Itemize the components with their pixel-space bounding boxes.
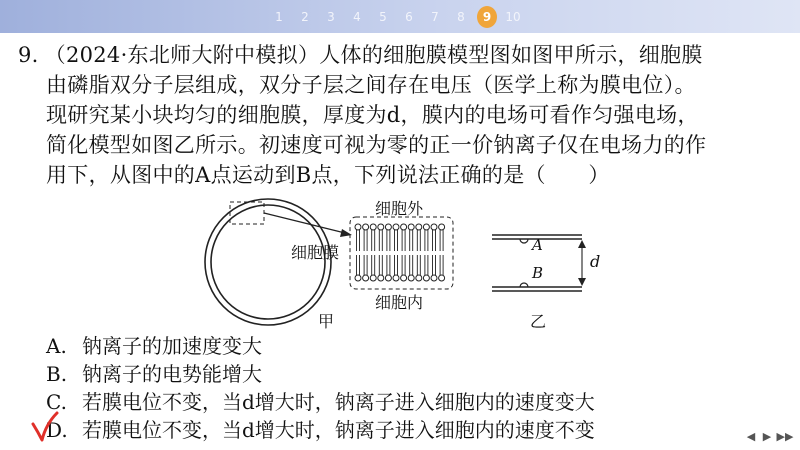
lipid-tail-lower xyxy=(433,255,436,275)
option-a-letter: A. xyxy=(46,334,67,358)
lipid-head-upper xyxy=(408,224,414,230)
question-line-3: 现研究某小块均匀的细胞膜，厚度为d，膜内的电场可看作匀强电场， xyxy=(46,103,699,127)
prev-slide-icon[interactable]: ◀ xyxy=(746,430,756,443)
zoom-arrow-line xyxy=(264,213,345,233)
lipid-tail-lower xyxy=(372,255,375,275)
label-thickness-d: d xyxy=(590,252,601,271)
lipid-tail-lower xyxy=(417,255,420,275)
lipid-head-lower xyxy=(401,275,407,281)
lipid-tail-upper xyxy=(417,230,420,251)
lipid-tail-lower xyxy=(402,255,405,275)
lipid-tail-upper xyxy=(433,230,436,251)
question-number: 9. xyxy=(18,43,39,67)
membrane-enlarged-box xyxy=(350,217,453,289)
lipid-head-lower xyxy=(431,275,437,281)
phospholipid-bilayer xyxy=(355,224,445,281)
option-a-text: 钠离子的加速度变大 xyxy=(82,334,262,358)
option-d[interactable] xyxy=(46,415,595,445)
option-b[interactable] xyxy=(46,359,262,389)
lipid-tail-upper xyxy=(387,230,390,251)
option-a[interactable] xyxy=(46,331,262,361)
option-c[interactable] xyxy=(46,387,595,417)
lipid-head-lower xyxy=(363,275,369,281)
lipid-tail-upper xyxy=(402,230,405,251)
lipid-tail-upper xyxy=(357,230,360,251)
page-2-button[interactable]: 2 xyxy=(301,10,309,24)
lipid-head-lower xyxy=(370,275,376,281)
lipid-tail-upper xyxy=(395,230,398,251)
lipid-tail-upper xyxy=(425,230,428,251)
next-slide-icon[interactable]: ▶▶ xyxy=(776,430,794,443)
label-point-b: B xyxy=(532,264,544,282)
lipid-tail-upper xyxy=(440,230,443,251)
page-3-button[interactable]: 3 xyxy=(327,10,335,24)
lipid-head-lower xyxy=(439,275,445,281)
lipid-tail-upper xyxy=(372,230,375,251)
page-1-button[interactable]: 1 xyxy=(275,10,283,24)
lipid-head-lower xyxy=(393,275,399,281)
option-c-letter: C. xyxy=(46,390,67,414)
lipid-head-upper xyxy=(423,224,429,230)
lipid-tail-lower xyxy=(425,255,428,275)
question-line-4: 简化模型如图乙所示。初速度可视为零的正一价钠离子仅在电场力的作 xyxy=(46,133,707,157)
label-inside-cell: 细胞内 xyxy=(375,293,424,312)
lipid-head-lower xyxy=(423,275,429,281)
lipid-head-upper xyxy=(370,224,376,230)
label-outside-cell: 细胞外 xyxy=(375,199,424,218)
lipid-head-upper xyxy=(439,224,445,230)
lipid-head-upper xyxy=(431,224,437,230)
caption-yi: 乙 xyxy=(530,312,547,331)
slide-playback-controls xyxy=(744,430,794,444)
play-icon[interactable]: ▶ xyxy=(762,430,772,443)
lipid-tail-lower xyxy=(395,255,398,275)
thickness-arrow-up xyxy=(578,240,586,248)
caption-jia: 甲 xyxy=(318,312,335,331)
option-c-text: 若膜电位不变，当d增大时，钠离子进入细胞内的速度变大 xyxy=(82,390,595,414)
lipid-head-upper xyxy=(355,224,361,230)
lipid-tail-lower xyxy=(387,255,390,275)
lipid-tail-lower xyxy=(364,255,367,275)
page-4-button[interactable]: 4 xyxy=(353,10,361,24)
lipid-tail-upper xyxy=(364,230,367,251)
thickness-arrow-down xyxy=(578,278,586,286)
lipid-tail-lower xyxy=(379,255,382,275)
lipid-tail-lower xyxy=(357,255,360,275)
label-point-a: A xyxy=(532,236,543,254)
option-d-letter: D. xyxy=(46,418,68,442)
option-d-text: 若膜电位不变，当d增大时，钠离子进入细胞内的速度不变 xyxy=(82,418,595,442)
question-line-2: 由磷脂双分子层组成，双分子层之间存在电压（医学上称为膜电位）。 xyxy=(46,73,696,97)
lipid-head-lower xyxy=(416,275,422,281)
lipid-head-upper xyxy=(363,224,369,230)
answer-check-icon xyxy=(30,410,60,444)
question-line-5: 用下，从图中的A点运动到B点，下列说法正确的是（ ） xyxy=(46,163,610,187)
lipid-head-upper xyxy=(416,224,422,230)
lipid-head-upper xyxy=(401,224,407,230)
lipid-tail-upper xyxy=(410,230,413,251)
lipid-head-lower xyxy=(385,275,391,281)
page-5-button[interactable]: 5 xyxy=(379,10,387,24)
lipid-tail-lower xyxy=(440,255,443,275)
page-6-button[interactable]: 6 xyxy=(405,10,413,24)
lipid-head-lower xyxy=(378,275,384,281)
option-b-letter: B. xyxy=(46,362,68,386)
label-membrane: 细胞膜 xyxy=(291,243,340,262)
page-9-button-current[interactable]: 9 xyxy=(477,6,497,28)
lipid-tail-lower xyxy=(410,255,413,275)
lipid-head-upper xyxy=(393,224,399,230)
lipid-head-lower xyxy=(355,275,361,281)
option-b-text: 钠离子的电势能增大 xyxy=(82,362,262,386)
page-8-button[interactable]: 8 xyxy=(457,10,465,24)
lipid-head-upper xyxy=(378,224,384,230)
lipid-tail-upper xyxy=(379,230,382,251)
question-text-1: （2024·东北师大附中模拟）人体的细胞膜模型图如图甲所示，细胞膜 xyxy=(44,43,703,67)
lipid-head-upper xyxy=(385,224,391,230)
page-10-button[interactable]: 10 xyxy=(505,10,521,24)
lipid-head-lower xyxy=(408,275,414,281)
page-7-button[interactable]: 7 xyxy=(431,10,439,24)
